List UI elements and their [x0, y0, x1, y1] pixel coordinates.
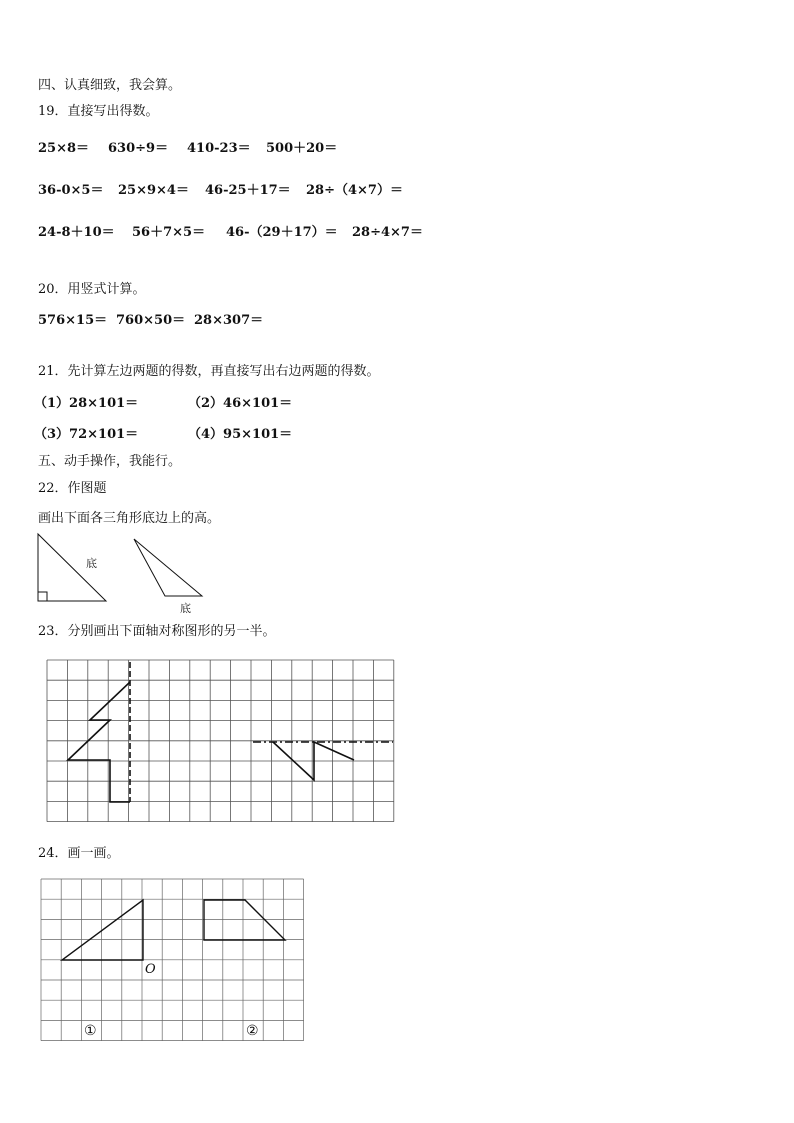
q19-r1-c1: 25×8＝: [38, 141, 90, 156]
q19-r3-c2: 56＋7×5＝: [132, 225, 206, 240]
point-o-label: O: [145, 962, 156, 977]
q20-item-3: 28×307＝: [194, 313, 264, 328]
section-4-title: 四、认真细致，我会算。: [38, 78, 182, 93]
q19-r1-c2: 630÷9＝: [108, 141, 169, 156]
q19-r3-c3: 46-（29＋17）＝: [226, 225, 338, 240]
q21-item-3: （3）72×101＝: [34, 427, 139, 442]
q23-title: 23．分别画出下面轴对称图形的另一半。: [38, 624, 276, 639]
q20-item-2: 760×50＝: [116, 313, 186, 328]
q24-trapezoid-2: [204, 900, 285, 940]
figure-label-2: ②: [246, 1023, 259, 1039]
q20-item-1: 576×15＝: [38, 313, 108, 328]
q19-r1-c3: 410-23＝: [187, 141, 251, 156]
q24-triangle-1: [62, 900, 143, 960]
q19-r2-c4: 28÷（4×7）＝: [306, 183, 403, 198]
q24-title: 24．画一画。: [38, 846, 120, 861]
q19-r2-c3: 46-25＋17＝: [205, 183, 291, 198]
figure-label-1: ①: [84, 1023, 97, 1039]
q19-r2-c1: 36-0×5＝: [38, 183, 104, 198]
q21-item-2: （2）46×101＝: [188, 396, 293, 411]
q19-r3-c4: 28÷4×7＝: [352, 225, 423, 240]
q19-r1-c4: 500＋20＝: [266, 141, 338, 156]
q19-title: 19．直接写出得数。: [38, 104, 159, 119]
q20-title: 20．用竖式计算。: [38, 282, 146, 297]
q19-r2-c2: 25×9×4＝: [118, 183, 189, 198]
q22-instruction: 画出下面各三角形底边上的高。: [38, 511, 221, 526]
base-label-2: 底: [180, 602, 191, 615]
q21-title: 21．先计算左边两题的得数，再直接写出右边两题的得数。: [38, 364, 380, 379]
q22-title: 22．作图题: [38, 481, 107, 496]
base-label-1: 底: [86, 557, 97, 570]
q21-item-1: （1）28×101＝: [34, 396, 139, 411]
q19-r3-c1: 24-8＋10＝: [38, 225, 115, 240]
q21-item-4: （4）95×101＝: [188, 427, 293, 442]
section-5-title: 五、动手操作，我能行。: [38, 454, 182, 469]
